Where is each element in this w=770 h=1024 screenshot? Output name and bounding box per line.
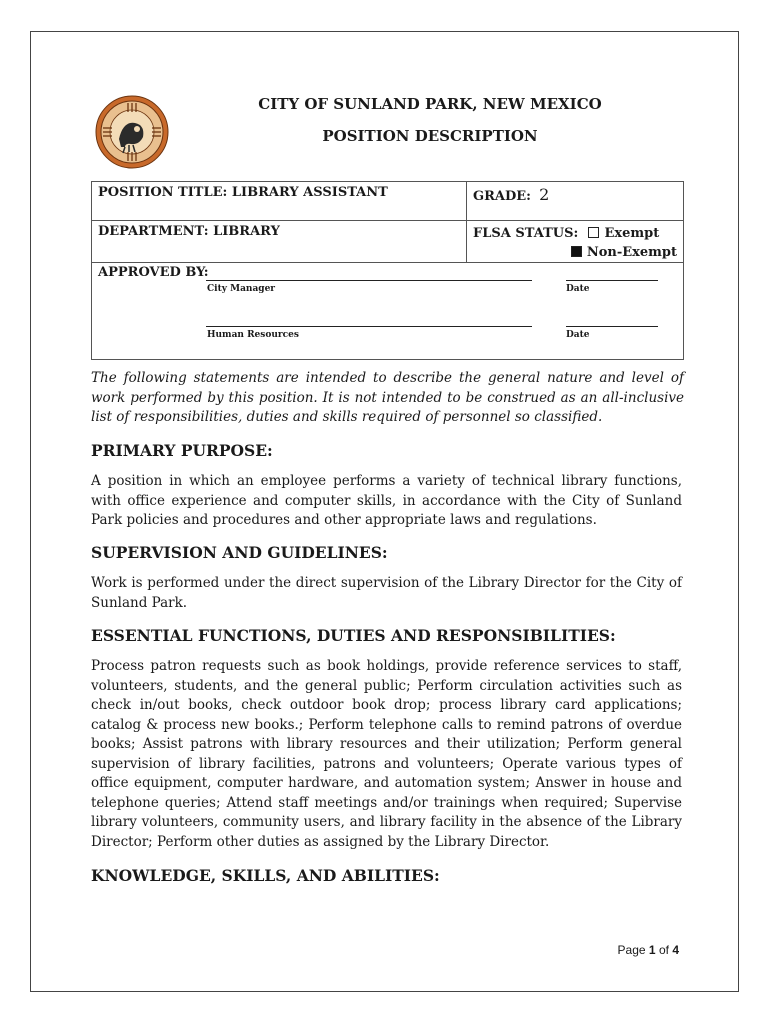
- approval-cell: [92, 263, 684, 360]
- flsa-option-nonexempt[interactable]: Non-Exempt: [473, 245, 677, 260]
- date-label-2: Date: [566, 330, 590, 340]
- city-manager-signature-line[interactable]: [206, 280, 532, 281]
- flsa-cell: [467, 221, 684, 263]
- page-number: Page 1 of 4: [617, 943, 679, 957]
- position-info-table: [91, 181, 684, 360]
- grade-cell: [467, 182, 684, 221]
- hr-signature-line[interactable]: [206, 326, 532, 327]
- checkbox-checked-icon[interactable]: [571, 246, 582, 257]
- date-label-1: Date: [566, 284, 590, 294]
- approval-block: [98, 263, 677, 359]
- hr-date-line[interactable]: [566, 326, 658, 327]
- city-manager-date-line[interactable]: [566, 280, 658, 281]
- primary-purpose-heading: PRIMARY PURPOSE:: [91, 441, 273, 460]
- essential-functions-heading: ESSENTIAL FUNCTIONS, DUTIES AND RESPONSIBILITIES:: [91, 626, 616, 645]
- supervision-heading: SUPERVISION AND GUIDELINES:: [91, 543, 388, 562]
- essential-functions-body: Process patron requests such as book holdings, provide reference services to staff, volunteers, students, and the general public; Perform circulation activities such as check in/out books, check outdoor book drop; process library card applications; catalog & process new books.; Perform telephone calls to remind patrons of overdue books; Assist patrons with library resources and their utilization; Perform general supervision of library facilities, patrons and volunteers; Operate various types of office equipment, computer hardware, and automation system; Answer in house and telephone queries; Attend staff meetings and/or trainings when required; Supervise library volunteers, community users, and library facility in the absence of the Library Director; Perform other duties as assigned by the Library Director.: [91, 658, 682, 850]
- grade-label: GRADE:: [473, 189, 531, 204]
- approved-by-label: APPROVED BY:: [98, 265, 209, 280]
- intro-statement: The following statements are intended to describe the general nature and level of work performed by this position. It is not intended to be construed as an all-inclusive list of responsibilities, duties and skills required of personnel so classified.: [91, 370, 684, 425]
- position-title-cell: [92, 182, 467, 221]
- primary-purpose-body: A position in which an employee performs a variety of technical library functions, with office experience and computer skills, in accordance with the City of Sunland Park policies and procedures and other appropriate laws and regulations.: [91, 473, 682, 528]
- city-manager-label: City Manager: [207, 284, 276, 294]
- document-type-title: POSITION DESCRIPTION: [322, 127, 538, 145]
- supervision-body: Work is performed under the direct supervision of the Library Director for the City of Sunland Park.: [91, 575, 682, 611]
- position-title: POSITION TITLE: LIBRARY ASSISTANT: [98, 185, 388, 200]
- flsa-label: FLSA STATUS:: [473, 226, 579, 241]
- city-title: CITY OF SUNLAND PARK, NEW MEXICO: [258, 95, 602, 113]
- human-resources-label: Human Resources: [207, 330, 299, 340]
- checkbox-empty-icon[interactable]: [588, 227, 599, 238]
- ksa-heading: KNOWLEDGE, SKILLS, AND ABILITIES:: [91, 866, 440, 885]
- department: DEPARTMENT: LIBRARY: [98, 224, 280, 239]
- grade-value: 2: [539, 185, 550, 204]
- flsa-option-exempt[interactable]: Exempt: [588, 226, 659, 241]
- department-cell: [92, 221, 467, 263]
